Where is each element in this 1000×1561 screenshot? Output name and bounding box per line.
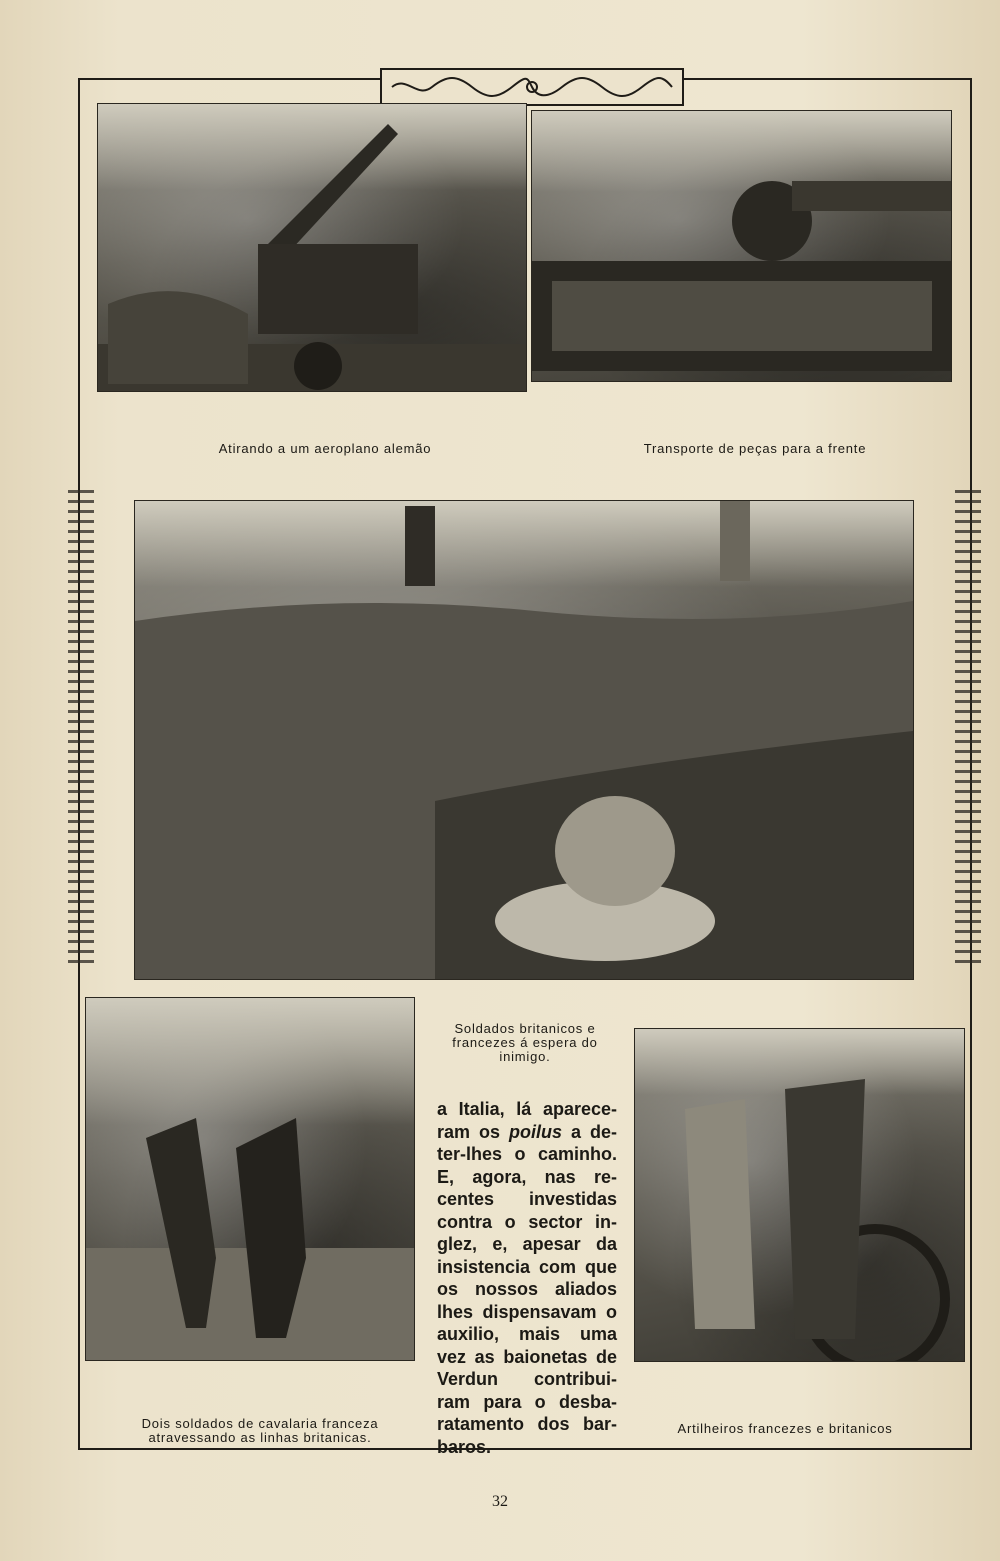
article-line: glez, e, apesar da (437, 1234, 617, 1254)
article-line: insistencia com que (437, 1256, 617, 1277)
italic-word: poilus (509, 1121, 563, 1142)
article-line: lhes dispensavam o (437, 1301, 617, 1322)
caption-middle-line: francezes á espera do (452, 1035, 598, 1050)
article-line: baros. (437, 1436, 492, 1457)
photo-soldiers-trench (134, 500, 914, 980)
caption-bottom-right: Artilheiros francezes e britanicos (677, 1421, 893, 1436)
article-line: vez as baionetas de (437, 1346, 617, 1367)
page-number: 32 (492, 1493, 508, 1510)
left-side-ornament (68, 490, 94, 970)
photo-artillerymen (634, 1028, 965, 1362)
article-line: ter-lhes o caminho. (437, 1144, 617, 1164)
caption-middle-line: Soldados britanicos e (454, 1021, 596, 1036)
article-text (437, 1098, 617, 1458)
caption-top-right: Transporte de peças para a frente (643, 441, 867, 456)
article-line: ram para o desba- (437, 1391, 617, 1412)
photo-anti-aircraft-gun (97, 103, 527, 392)
photo-gun-transport (531, 110, 952, 382)
caption-middle-line: inimigo. (499, 1049, 551, 1064)
scroll-ornament-icon (387, 73, 677, 101)
photo-cavalry (85, 997, 415, 1361)
article-line: E, agora, nas re- (437, 1166, 617, 1187)
article-line: Verdun contribui- (437, 1369, 617, 1389)
article-line: ram os poilus a de- (437, 1121, 618, 1142)
article-line: os nossos aliados (437, 1279, 617, 1299)
article-line: auxilio, mais uma (437, 1324, 617, 1344)
caption-bottom-left-line: atravessando as linhas britanicas. (148, 1430, 372, 1445)
article-line: contra o sector in- (437, 1211, 617, 1232)
article-line: centes investidas (437, 1189, 617, 1209)
caption-top-left: Atirando a um aeroplano alemão (218, 441, 432, 456)
caption-bottom-left (95, 1417, 425, 1445)
caption-middle (430, 1022, 620, 1064)
caption-bottom-left-line: Dois soldados de cavalaria franceza (141, 1416, 379, 1431)
right-side-ornament (955, 490, 981, 970)
article-line: ratamento dos bar- (437, 1414, 617, 1434)
article-line: a Italia, lá aparece- (437, 1099, 617, 1119)
top-ornament (380, 68, 684, 106)
